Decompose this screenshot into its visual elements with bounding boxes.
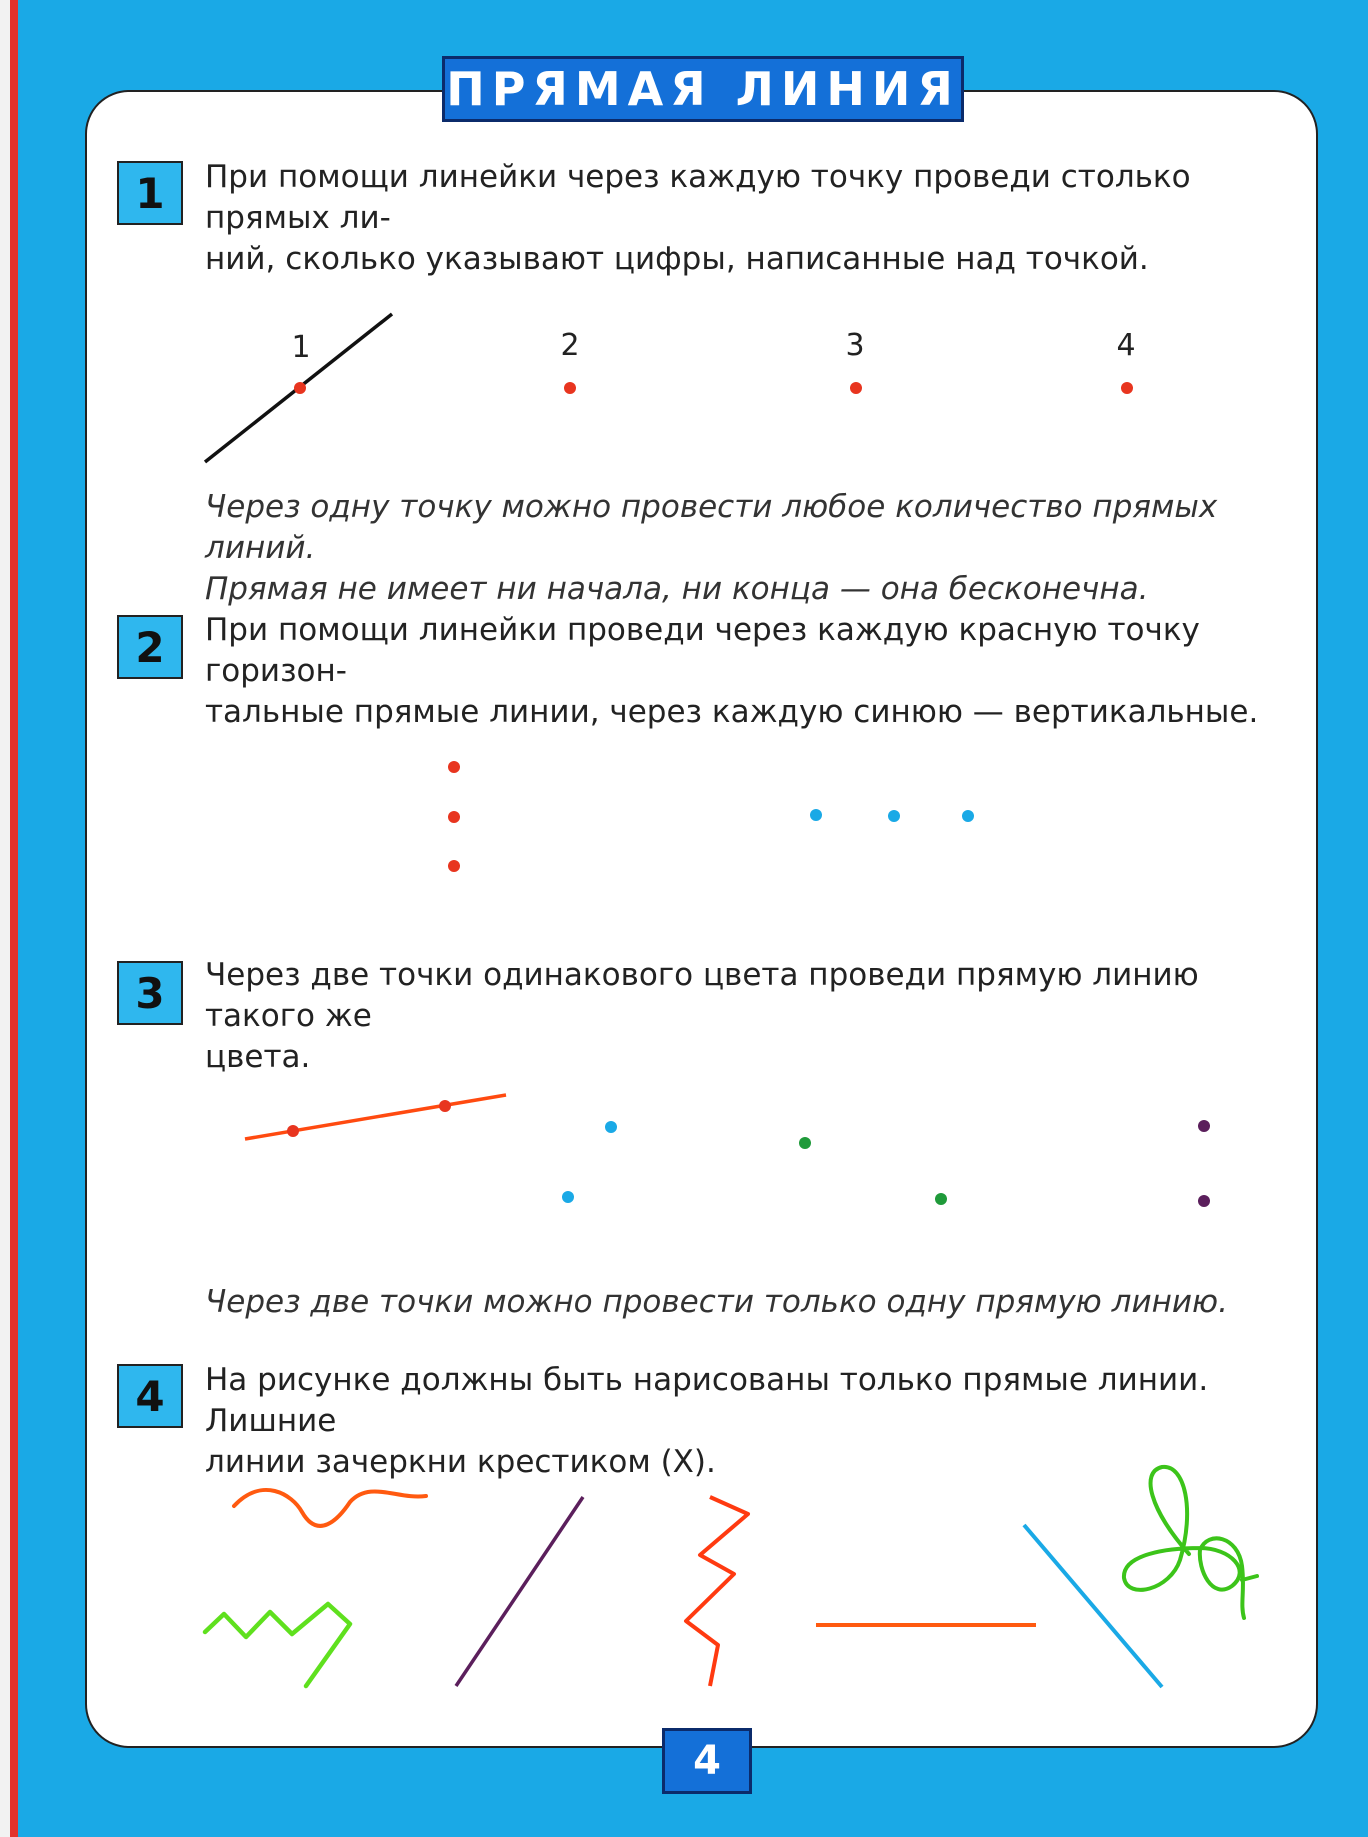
task-3-red-point-1[interactable]	[287, 1125, 299, 1137]
task-2-text-line-1: При помощи линейки проведи через каждую красную точку горизон-	[205, 612, 1200, 689]
task-1-text-line-2: ний, сколько указывают цифры, написанные над точкой.	[205, 241, 1149, 277]
task-1-point-4[interactable]	[1121, 382, 1133, 394]
page-title: ПРЯМАЯ ЛИНИЯ	[442, 56, 964, 122]
task-3-number: 3	[117, 961, 183, 1025]
task-3-text-line-1: Через две точки одинакового цвета проведи прямую линию такого же	[205, 957, 1199, 1034]
task-3-red-point-2[interactable]	[439, 1100, 451, 1112]
task-2-blue-point-2[interactable]	[888, 810, 900, 822]
task-4-number: 4	[117, 1364, 183, 1428]
task-2-number: 2	[117, 615, 183, 679]
zigzag-green-line[interactable]	[205, 1604, 350, 1686]
point-label-1: 1	[291, 330, 311, 365]
task-2-blue-point-1[interactable]	[810, 809, 822, 821]
straight-blue-line[interactable]	[1024, 1525, 1162, 1687]
task-1-note-line-2: Прямая не имеет ни начала, ни конца — она бесконечна.	[205, 571, 1149, 607]
task-2-red-point-3[interactable]	[448, 860, 460, 872]
wavy-orange-line[interactable]	[234, 1490, 426, 1526]
task-1-point-1[interactable]	[294, 382, 306, 394]
straight-purple-line[interactable]	[456, 1497, 583, 1686]
task-1-number: 1	[117, 161, 183, 225]
point-label-2: 2	[560, 328, 580, 363]
task-1-point-2[interactable]	[564, 382, 576, 394]
page-number: 4	[662, 1728, 752, 1794]
task-3-note: Через две точки можно провести только одну прямую линию.	[205, 1284, 1228, 1320]
task-4-text-line-1: На рисунке должны быть нарисованы только прямые линии. Лишние	[205, 1362, 1209, 1439]
task-4-text-line-2: линии зачеркни крестиком (X).	[205, 1444, 716, 1480]
task-2-blue-point-3[interactable]	[962, 810, 974, 822]
curly-green-figure[interactable]	[1124, 1467, 1257, 1618]
task-3-purple-point-1[interactable]	[1198, 1120, 1210, 1132]
task-1-text-line-1: При помощи линейки через каждую точку проведи столько прямых ли-	[205, 159, 1191, 236]
point-label-4: 4	[1116, 328, 1136, 363]
task-2-red-point-1[interactable]	[448, 761, 460, 773]
task-3-example-red-line	[245, 1095, 506, 1139]
task-3-blue-point-1[interactable]	[605, 1121, 617, 1133]
task-3-blue-point-2[interactable]	[562, 1191, 574, 1203]
task-3-purple-point-2[interactable]	[1198, 1195, 1210, 1207]
task-1-point-3[interactable]	[850, 382, 862, 394]
task-3-green-point-1[interactable]	[799, 1137, 811, 1149]
task-3-green-point-2[interactable]	[935, 1193, 947, 1205]
task-2-red-point-2[interactable]	[448, 811, 460, 823]
task-1-note-line-1: Через одну точку можно провести любое количество прямых линий.	[205, 489, 1218, 566]
task-3-text-line-2: цвета.	[205, 1039, 311, 1075]
point-label-3: 3	[845, 328, 865, 363]
task-2-text-line-2: тальные прямые линии, через каждую синюю — вертикальные.	[205, 694, 1259, 730]
zigzag-red-line[interactable]	[686, 1497, 748, 1686]
